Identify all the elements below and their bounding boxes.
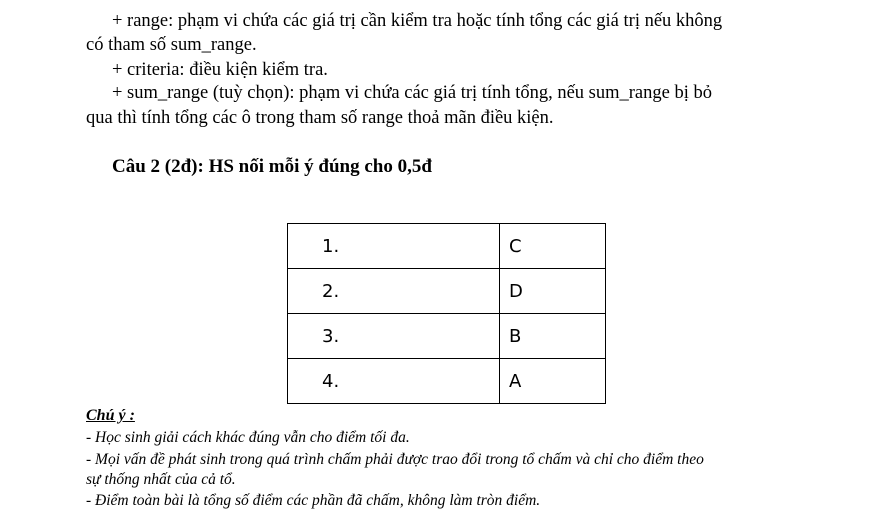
notes-title: Chú ý :	[86, 407, 135, 424]
item-number-cell: 4.	[288, 359, 500, 404]
answer-letter-cell: C	[500, 224, 606, 269]
answer-letter-cell: B	[500, 314, 606, 359]
item-number-cell: 1.	[288, 224, 500, 269]
note-line: - Điểm toàn bài là tổng số điểm các phần đã chấm, không làm tròn điểm.	[86, 492, 541, 509]
item-number-cell: 3.	[288, 314, 500, 359]
criteria-description-line: + criteria: điều kiện kiểm tra.	[112, 60, 328, 80]
table-row	[288, 359, 606, 404]
table-row	[288, 314, 606, 359]
range-description-continuation: có tham số sum_range.	[86, 35, 257, 55]
table-row	[288, 269, 606, 314]
sum-range-description-line: + sum_range (tuỳ chọn): phạm vi chứa các giá trị tính tổng, nếu sum_range bị bỏ	[112, 83, 712, 103]
question-2-heading: Câu 2 (2đ): HS nối mỗi ý đúng cho 0,5đ	[112, 156, 432, 177]
answer-letter-cell: D	[500, 269, 606, 314]
note-line: - Mọi vấn đề phát sinh trong quá trình chấm phải được trao đổi trong tổ chấm và chỉ cho điểm theo	[86, 451, 704, 468]
answer-letter-cell: A	[500, 359, 606, 404]
note-line: - Học sinh giải cách khác đúng vẫn cho điểm tối đa.	[86, 429, 410, 446]
sum-range-description-continuation: qua thì tính tổng các ô trong tham số range thoả mãn điều kiện.	[86, 108, 554, 128]
range-description-line: + range: phạm vi chứa các giá trị cần kiểm tra hoặc tính tổng các giá trị nếu không	[112, 11, 723, 31]
table-row	[288, 224, 606, 269]
answer-matching-table	[287, 223, 606, 404]
item-number-cell: 2.	[288, 269, 500, 314]
note-line: sự thống nhất của cả tổ.	[86, 471, 236, 488]
